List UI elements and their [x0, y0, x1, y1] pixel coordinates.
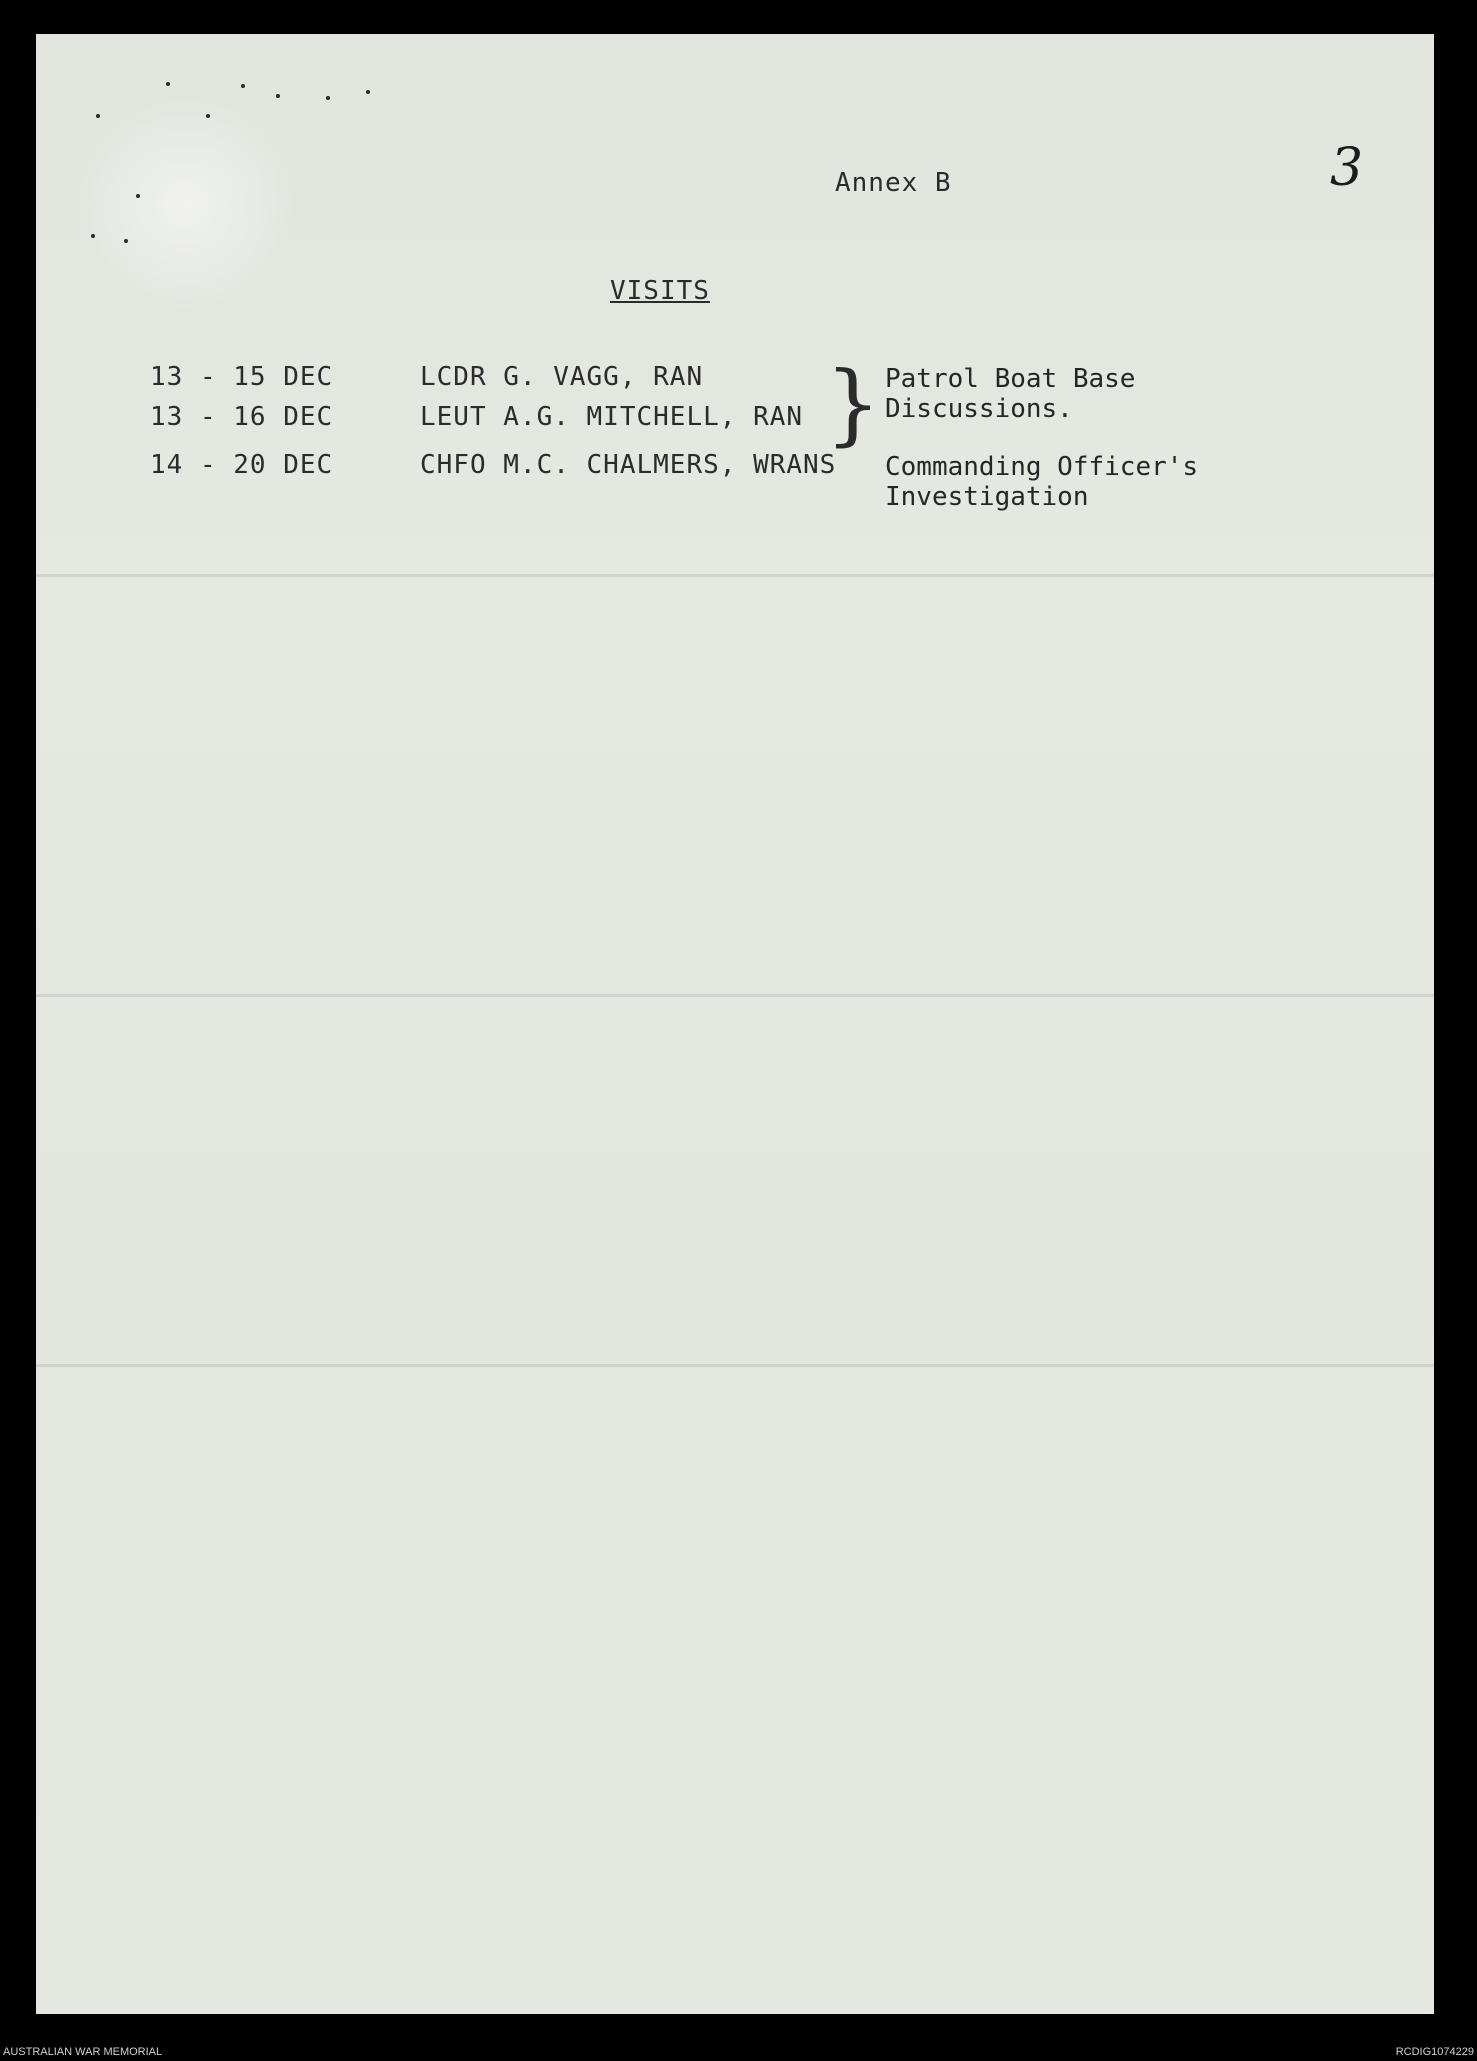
- pin-hole: [166, 82, 170, 86]
- visitor-name: LEUT A.G. MITCHELL, RAN: [420, 402, 804, 432]
- visit-dates: 13 - 16 DEC: [150, 402, 334, 432]
- purpose-line: Investigation: [885, 482, 1089, 512]
- pin-hole: [241, 84, 245, 88]
- fold-line: [36, 994, 1434, 997]
- footer-source: AUSTRALIAN WAR MEMORIAL: [3, 2046, 163, 2058]
- purpose-line: Discussions.: [885, 394, 1073, 424]
- pin-hole: [276, 94, 280, 98]
- pin-hole: [206, 114, 210, 118]
- footer-id: RCDIG1074229: [1395, 2046, 1474, 2058]
- visit-purpose: [885, 452, 1198, 512]
- pin-hole: [366, 90, 370, 94]
- pin-hole: [91, 234, 95, 238]
- pin-hole: [124, 239, 128, 243]
- page-number: 3: [1330, 138, 1364, 198]
- fold-line: [36, 574, 1434, 577]
- purpose-line: Commanding Officer's: [885, 452, 1199, 482]
- purpose-line: Patrol Boat Base: [885, 364, 1136, 394]
- brace-symbol: }: [825, 352, 881, 455]
- visitor-name: CHFO M.C. CHALMERS, WRANS: [420, 450, 837, 480]
- fold-line: [36, 1364, 1434, 1367]
- document-page: [36, 34, 1434, 2014]
- visitor-name: LCDR G. VAGG, RAN: [420, 362, 704, 392]
- annex-label: Annex B: [835, 168, 952, 198]
- pin-hole: [326, 96, 330, 100]
- visit-purpose: [885, 364, 1135, 424]
- visit-dates: 14 - 20 DEC: [150, 450, 334, 480]
- pin-hole: [136, 194, 140, 198]
- page-title: VISITS: [610, 276, 710, 306]
- visit-dates: 13 - 15 DEC: [150, 362, 334, 392]
- paper-crease: [76, 94, 296, 314]
- pin-hole: [96, 114, 100, 118]
